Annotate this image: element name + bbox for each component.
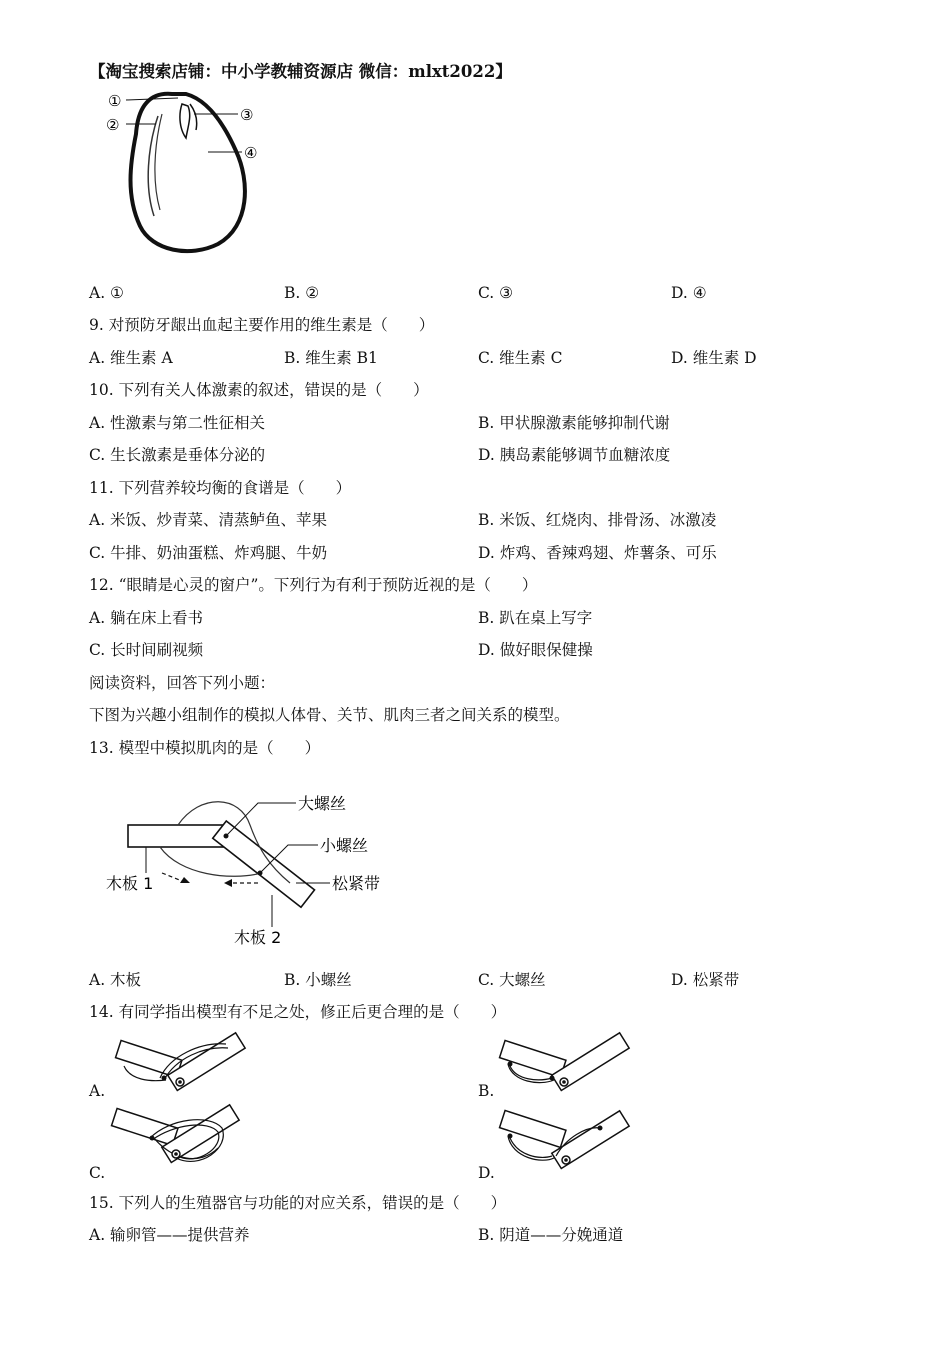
q11-option-d[interactable]: D. 炸鸡、香辣鸡翅、炸薯条、可乐 bbox=[478, 544, 717, 562]
q8-option-d[interactable]: D. ④ bbox=[671, 284, 707, 302]
q14-option-a[interactable]: A. bbox=[89, 1082, 106, 1100]
q14-option-a-figure bbox=[110, 1036, 250, 1096]
bone-muscle-model-figure bbox=[100, 785, 400, 955]
label-elastic-band: 松紧带 bbox=[332, 874, 381, 893]
q14-option-c-figure bbox=[110, 1108, 250, 1178]
q11-option-a[interactable]: A. 米饭、炒青菜、清蒸鲈鱼、苹果 bbox=[89, 511, 328, 529]
q10-option-d[interactable]: D. 胰岛素能够调节血糖浓度 bbox=[478, 446, 671, 464]
q8-option-b[interactable]: B. ② bbox=[284, 284, 320, 302]
label-small-screw: 小螺丝 bbox=[320, 836, 369, 855]
q13-option-b[interactable]: B. 小螺丝 bbox=[284, 971, 352, 989]
q13-stem: 13. 模型中模拟肌肉的是（ ） bbox=[89, 739, 321, 757]
q15-option-b[interactable]: B. 阴道——分娩通道 bbox=[478, 1226, 624, 1244]
q12-option-a[interactable]: A. 躺在床上看书 bbox=[89, 609, 204, 627]
q10-option-c[interactable]: C. 生长激素是垂体分泌的 bbox=[89, 446, 266, 464]
q15-option-a[interactable]: A. 输卵管——提供营养 bbox=[89, 1226, 250, 1244]
q10-option-b[interactable]: B. 甲状腺激素能够抑制代谢 bbox=[478, 414, 670, 432]
q12-option-c[interactable]: C. 长时间刷视频 bbox=[89, 641, 204, 659]
label-board-2: 木板 2 bbox=[234, 928, 282, 947]
seed-label-4: ④ bbox=[244, 144, 258, 162]
q12-option-b[interactable]: B. 趴在桌上写字 bbox=[478, 609, 593, 627]
q11-option-b[interactable]: B. 米饭、红烧肉、排骨汤、冰激凌 bbox=[478, 511, 717, 529]
q9-stem: 9. 对预防牙龈出血起主要作用的维生素是（ ） bbox=[89, 316, 435, 334]
q12-option-d[interactable]: D. 做好眼保健操 bbox=[478, 641, 593, 659]
q11-stem: 11. 下列营养较均衡的食谱是（ ） bbox=[89, 479, 352, 497]
q14-option-b-figure bbox=[496, 1036, 636, 1096]
q9-option-c[interactable]: C. 维生素 C bbox=[478, 349, 563, 367]
seed-label-2: ② bbox=[106, 116, 120, 134]
q9-option-a[interactable]: A. 维生素 A bbox=[89, 349, 173, 367]
q15-stem: 15. 下列人的生殖器官与功能的对应关系，错误的是（ ） bbox=[89, 1194, 507, 1212]
q10-option-a[interactable]: A. 性激素与第二性征相关 bbox=[89, 414, 266, 432]
reading-material: 下图为兴趣小组制作的模拟人体骨、关节、肌肉三者之间关系的模型。 bbox=[89, 706, 570, 724]
q8-option-a[interactable]: A. ① bbox=[89, 284, 124, 302]
q14-stem: 14. 有同学指出模型有不足之处，修正后更合理的是（ ） bbox=[89, 1003, 507, 1021]
bean-seed-figure bbox=[100, 86, 280, 266]
seed-label-1: ① bbox=[108, 92, 122, 110]
q14-option-d-figure bbox=[496, 1108, 636, 1178]
label-board-1: 木板 1 bbox=[106, 874, 154, 893]
q14-option-b[interactable]: B. bbox=[478, 1082, 495, 1100]
q13-option-c[interactable]: C. 大螺丝 bbox=[478, 971, 546, 989]
q11-option-c[interactable]: C. 牛排、奶油蛋糕、炸鸡腿、牛奶 bbox=[89, 544, 328, 562]
label-big-screw: 大螺丝 bbox=[298, 794, 347, 813]
q8-option-c[interactable]: C. ③ bbox=[478, 284, 514, 302]
q14-option-d[interactable]: D. bbox=[478, 1164, 495, 1182]
q9-option-d[interactable]: D. 维生素 D bbox=[671, 349, 757, 367]
q13-option-a[interactable]: A. 木板 bbox=[89, 971, 142, 989]
page-header: 【淘宝搜索店铺：中小学教辅资源店 微信：mlxt2022】 bbox=[89, 62, 512, 81]
reading-intro: 阅读资料，回答下列小题： bbox=[89, 674, 276, 692]
q9-option-b[interactable]: B. 维生素 B1 bbox=[284, 349, 378, 367]
q12-stem: 12. “眼睛是心灵的窗户”。下列行为有利于预防近视的是（ ） bbox=[89, 576, 538, 594]
q14-option-c[interactable]: C. bbox=[89, 1164, 106, 1182]
q13-option-d[interactable]: D. 松紧带 bbox=[671, 971, 740, 989]
seed-label-3: ③ bbox=[240, 106, 254, 124]
q10-stem: 10. 下列有关人体激素的叙述，错误的是（ ） bbox=[89, 381, 429, 399]
